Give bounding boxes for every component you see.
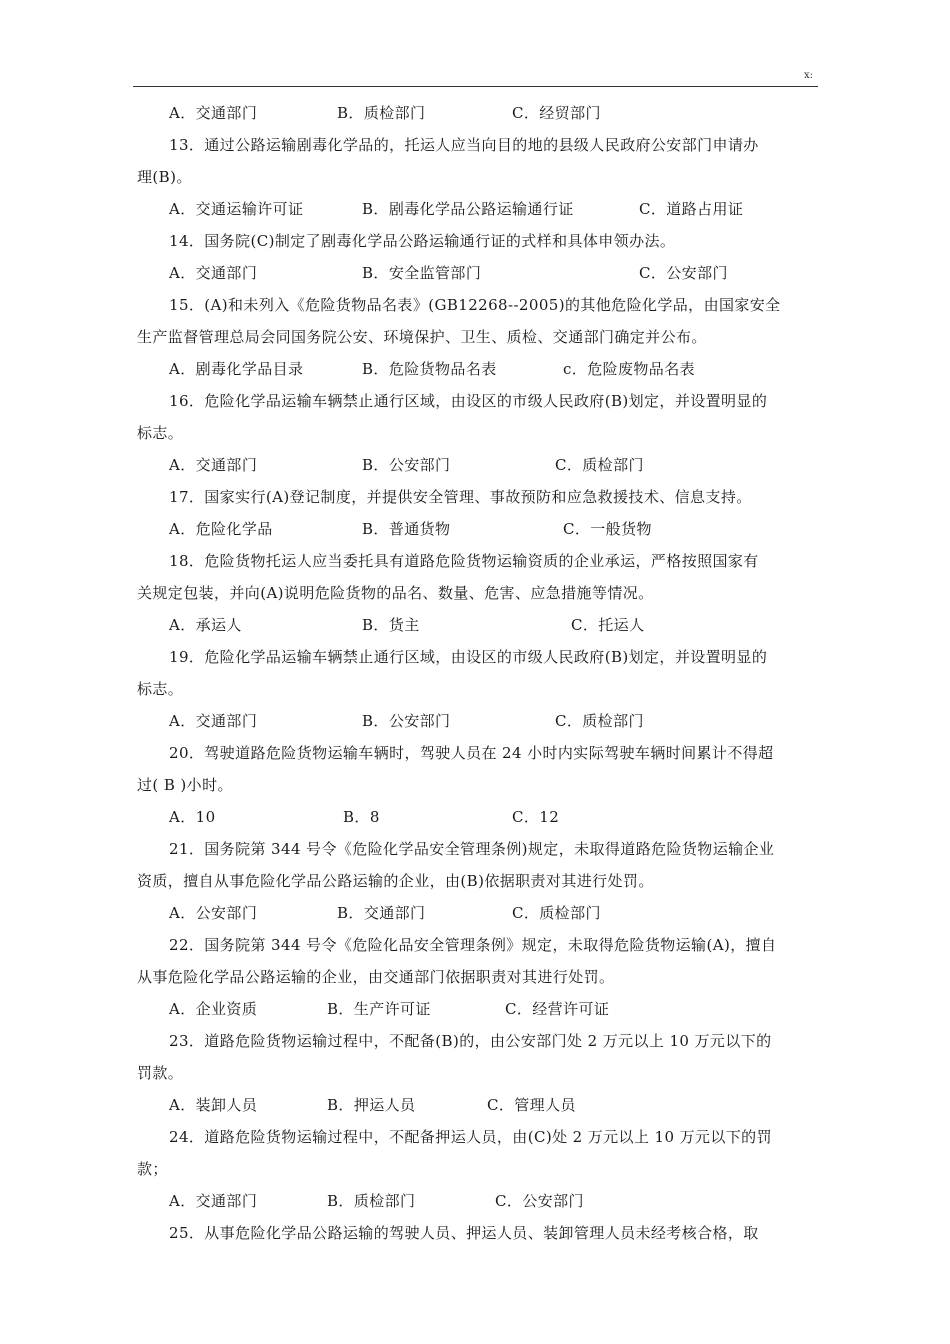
option-b: B．公安部门 xyxy=(362,712,451,730)
option-a: A．交通部门 xyxy=(169,712,258,730)
header-mark: x: xyxy=(804,70,814,81)
question-continuation: 款； xyxy=(137,1160,168,1178)
question-continuation: 标志。 xyxy=(137,424,184,442)
option-b: B．质检部门 xyxy=(327,1192,416,1210)
option-c: C．12 xyxy=(512,808,560,826)
option-a: A．企业资质 xyxy=(169,1000,258,1018)
option-b: B．生产许可证 xyxy=(327,1000,431,1018)
option-c: C．公安部门 xyxy=(495,1192,584,1210)
option-b: B．普通货物 xyxy=(362,520,451,538)
option-a: A．交通运输许可证 xyxy=(169,200,304,218)
option-b: B．交通部门 xyxy=(337,904,426,922)
option-c: C．经贸部门 xyxy=(512,104,601,122)
answer-options xyxy=(137,513,818,545)
answer-options xyxy=(137,193,818,225)
question-continuation: 关规定包装，并向(A)说明危险货物的品名、数量、危害、应急措施等情况。 xyxy=(137,584,654,602)
answer-options xyxy=(137,705,818,737)
option-b: B．安全监管部门 xyxy=(362,264,482,282)
option-b: B．押运人员 xyxy=(327,1096,416,1114)
option-c: C．质检部门 xyxy=(555,712,644,730)
question-text: 22．国务院第 344 号令《危险化品安全管理条例》规定，未取得危险货物运输(A)，擅自 xyxy=(169,936,777,954)
option-a: A．公安部门 xyxy=(169,904,258,922)
option-c: C．经营许可证 xyxy=(505,1000,610,1018)
question-continuation: 标志。 xyxy=(137,680,184,698)
option-a: A．交通部门 xyxy=(169,456,258,474)
option-c: C．管理人员 xyxy=(487,1096,576,1114)
answer-options xyxy=(137,801,818,833)
question-continuation: 从事危险化学品公路运输的企业，由交通部门依据职责对其进行处罚。 xyxy=(137,968,615,986)
question-text: 18．危险货物托运人应当委托具有道路危险货物运输资质的企业承运，严格按照国家有 xyxy=(169,552,759,570)
option-c: C．一般货物 xyxy=(563,520,652,538)
option-a: A．10 xyxy=(169,808,216,826)
option-a: A．危险化学品 xyxy=(169,520,273,538)
question-text: 24．道路危险货物运输过程中，不配备押运人员，由(C)处 2 万元以上 10 万元以下的罚 xyxy=(169,1128,772,1146)
answer-options xyxy=(137,609,818,641)
answer-options xyxy=(137,1185,818,1217)
question-text: 21．国务院第 344 号令《危险化学品安全管理条例)规定，未取得道路危险货物运输企业 xyxy=(169,840,775,858)
option-b: B．危险货物品名表 xyxy=(362,360,497,378)
question-continuation: 过( B )小时。 xyxy=(137,776,233,794)
question-text: 23．道路危险货物运输过程中，不配备(B)的，由公安部门处 2 万元以上 10 万元以下的 xyxy=(169,1032,772,1050)
question-text: 20．驾驶道路危险货物运输车辆时，驾驶人员在 24 小时内实际驾驶车辆时间累计不得超 xyxy=(169,744,774,762)
option-c: C．质检部门 xyxy=(555,456,644,474)
question-continuation: 资质，擅自从事危险化学品公路运输的企业，由(B)依据职责对其进行处罚。 xyxy=(137,872,654,890)
answer-options xyxy=(137,353,818,385)
answer-options xyxy=(137,897,818,929)
question-text: 13．通过公路运输剧毒化学品的，托运人应当向目的地的县级人民政府公安部门申请办 xyxy=(169,136,759,154)
option-b: B．质检部门 xyxy=(337,104,426,122)
option-a: A．交通部门 xyxy=(169,1192,258,1210)
question-continuation: 生产监督管理总局会同国务院公安、环境保护、卫生、质检、交通部门确定并公布。 xyxy=(137,328,707,346)
option-b: B．剧毒化学品公路运输通行证 xyxy=(362,200,574,218)
question-text: 14．国务院(C)制定了剧毒化学品公路运输通行证的式样和具体申领办法。 xyxy=(169,232,676,250)
question-continuation: 罚款。 xyxy=(137,1064,184,1082)
question-continuation: 理(B)。 xyxy=(137,168,192,186)
answer-options xyxy=(137,1089,818,1121)
option-a: A．剧毒化学品目录 xyxy=(169,360,304,378)
option-b: B．货主 xyxy=(362,616,420,634)
option-c: C．道路占用证 xyxy=(639,200,744,218)
option-a: A．交通部门 xyxy=(169,104,258,122)
option-c: C．公安部门 xyxy=(639,264,728,282)
question-text: 17．国家实行(A)登记制度，并提供安全管理、事故预防和应急救援技术、信息支持。 xyxy=(169,488,752,506)
question-text: 16．危险化学品运输车辆禁止通行区域，由设区的市级人民政府(B)划定，并设置明显的 xyxy=(169,392,768,410)
header-rule xyxy=(133,86,818,87)
answer-options xyxy=(137,993,818,1025)
document-body xyxy=(137,97,818,1249)
option-c: c．危险废物品名表 xyxy=(563,360,696,378)
question-text: 15．(A)和未列入《危险货物品名表》(GB12268--2005)的其他危险化学品，由国家安全 xyxy=(169,296,781,314)
option-a: A．承运人 xyxy=(169,616,242,634)
answer-options xyxy=(137,257,818,289)
answer-options xyxy=(137,97,818,129)
option-b: B．8 xyxy=(343,808,380,826)
option-c: C．质检部门 xyxy=(512,904,601,922)
question-text: 25．从事危险化学品公路运输的驾驶人员、押运人员、装卸管理人员未经考核合格，取 xyxy=(169,1224,759,1242)
option-a: A．交通部门 xyxy=(169,264,258,282)
option-c: C．托运人 xyxy=(571,616,645,634)
answer-options xyxy=(137,449,818,481)
option-b: B．公安部门 xyxy=(362,456,451,474)
question-text: 19．危险化学品运输车辆禁止通行区域，由设区的市级人民政府(B)划定，并设置明显的 xyxy=(169,648,768,666)
option-a: A．装卸人员 xyxy=(169,1096,258,1114)
